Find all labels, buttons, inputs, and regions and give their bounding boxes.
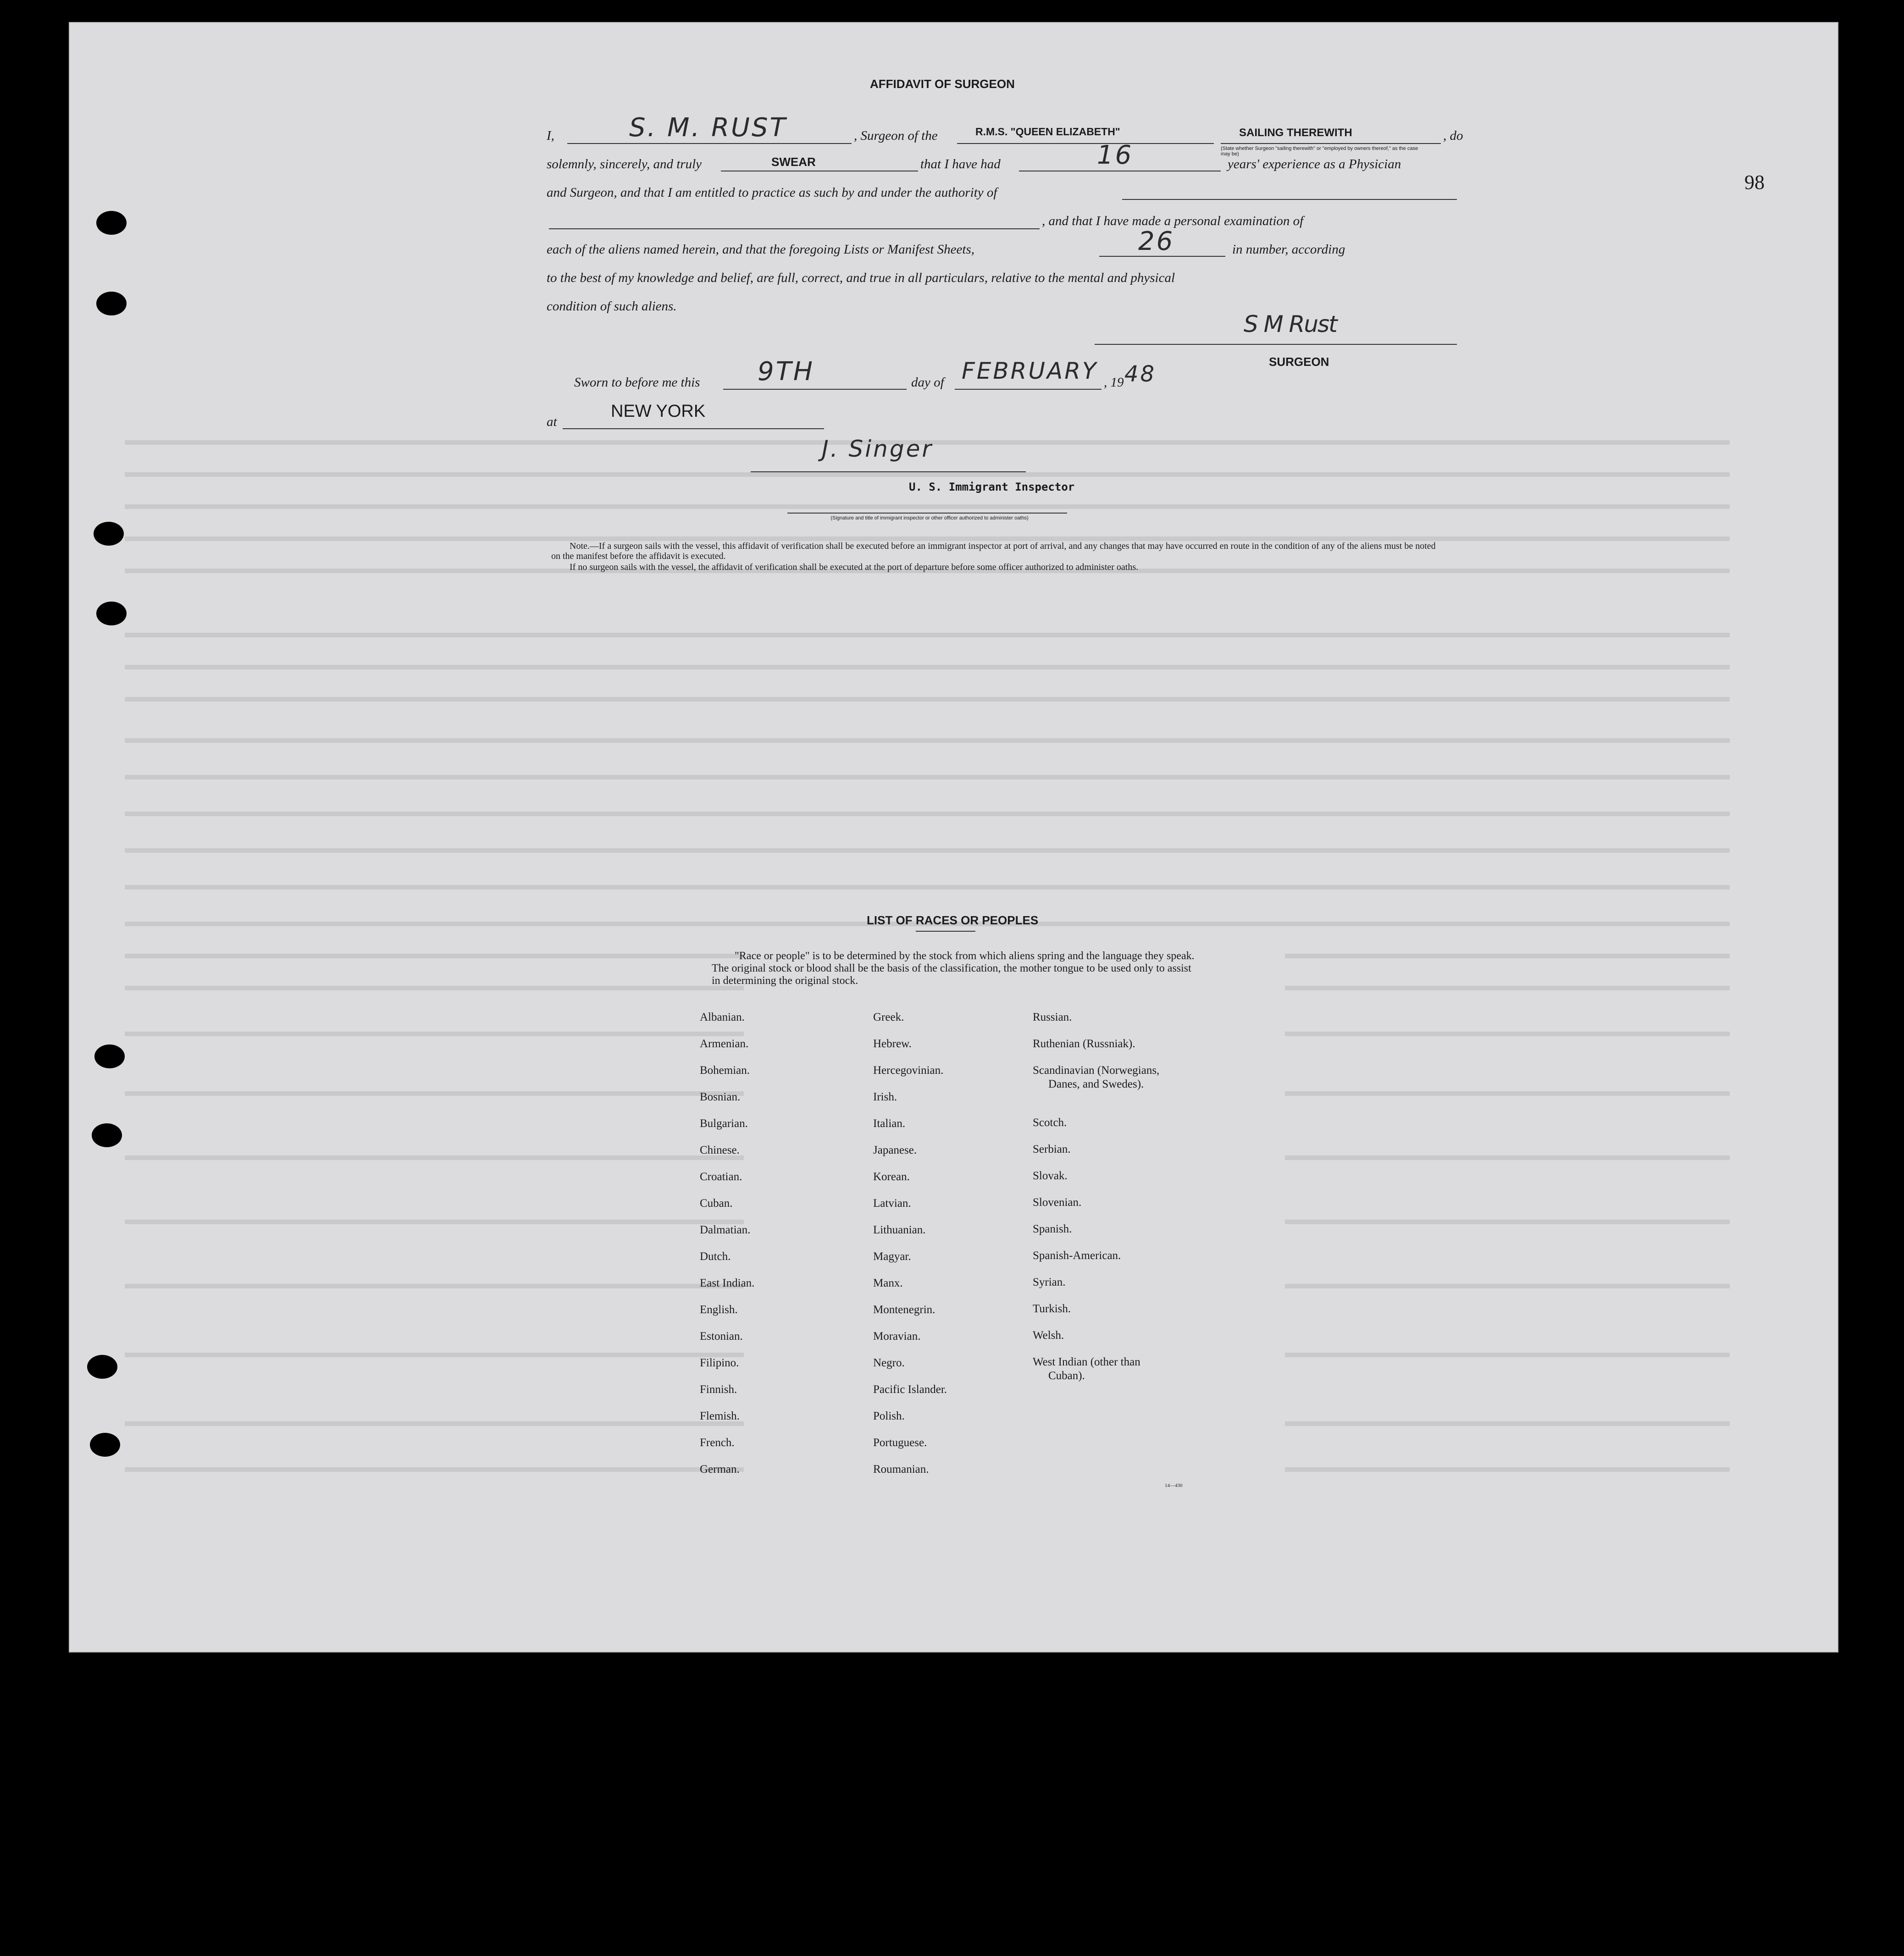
races-column-1 [700, 1004, 865, 1483]
affidavit-note-2: If no surgeon sails with the vessel, the affidavit of verification shall be executed at the port of departure before some officer authorized to administer oaths. [570, 562, 1139, 572]
punch-hole [96, 211, 127, 235]
race-item: French. [700, 1437, 735, 1449]
inspector-signature-line [751, 471, 1026, 472]
race-item: Syrian. [1033, 1276, 1066, 1288]
race-item: Albanian. [700, 1011, 745, 1023]
races-title-rule [916, 931, 975, 932]
punch-hole [90, 1433, 120, 1457]
best-label: to the best of my knowledge and belief, are full, correct, and true in all particulars, relative to the mental and physical [547, 271, 1175, 285]
vessel-line [957, 143, 1214, 144]
affidavit-note-1: Note.—If a surgeon sails with the vessel, this affidavit of verification shall be executed before an immigrant inspector at port of arrival, and any changes that may have occurred en route in the condition of any of the aliens must be noted on the manifest before the affidavit is executed. [551, 541, 1436, 561]
race-item: Slovenian. [1033, 1196, 1082, 1209]
race-item: Flemish. [700, 1410, 740, 1422]
race-item: Bosnian. [700, 1091, 741, 1103]
vessel-name: R.M.S. "QUEEN ELIZABETH" [975, 126, 1120, 138]
race-item: Slovak. [1033, 1170, 1068, 1182]
race-item: Moravian. [873, 1330, 921, 1343]
authority-label: and Surgeon, and that I am entitled to practice as such by and under the authority of [547, 185, 997, 200]
race-item: Scotch. [1033, 1116, 1067, 1129]
status-note: (State whether Surgeon "sailing therewith" or "employed by owners thereof," as the case may be) [1221, 146, 1418, 157]
race-item: Greek. [873, 1011, 904, 1023]
surgeon-title: SURGEON [1269, 355, 1329, 369]
races-column-3 [1033, 1004, 1198, 1383]
in-number-label: in number, according [1232, 242, 1345, 257]
punch-hole [96, 602, 127, 625]
manifest-sheets-count: 26 [1138, 227, 1175, 256]
surgeon-name-line [567, 143, 852, 144]
have-had-label: that I have had [920, 157, 1001, 171]
status-line [1221, 143, 1441, 144]
race-item: Dalmatian. [700, 1224, 751, 1236]
solemnly-label: solemnly, sincerely, and truly [547, 157, 702, 171]
authority-line-1 [1122, 199, 1457, 200]
sworn-place: NEW YORK [611, 402, 706, 421]
i-label: I, [547, 128, 554, 143]
day-of-label: day of [911, 375, 944, 390]
punch-hole [92, 1123, 122, 1147]
page-number: 98 [1744, 171, 1765, 193]
race-item: Hercegovinian. [873, 1064, 944, 1077]
race-item: English. [700, 1304, 738, 1316]
sworn-year: 48 [1124, 361, 1157, 387]
surgeon-signature-line [1095, 344, 1457, 345]
surgeon-signature: S M Rust [1244, 311, 1337, 337]
punch-hole [94, 1044, 125, 1068]
races-intro: "Race or people" is to be determined by the stock from which aliens spring and the language they speak. The original stock or blood shall be the basis of the classification, the mother tongue to be used only to assist in determining the original stock. [712, 950, 1195, 987]
race-item: Hebrew. [873, 1038, 912, 1050]
years-label: years' experience as a Physician [1228, 157, 1401, 171]
race-item: Italian. [873, 1117, 906, 1130]
race-item: Irish. [873, 1091, 897, 1103]
affidavit-title: AFFIDAVIT OF SURGEON [870, 77, 1015, 91]
punch-hole [87, 1355, 117, 1379]
form-code: 14—430 [1165, 1483, 1183, 1488]
race-item: Ruthenian (Russniak). [1033, 1038, 1135, 1050]
race-item: Filipino. [700, 1357, 739, 1369]
race-item: Negro. [873, 1357, 905, 1369]
race-item: West Indian (other than [1033, 1356, 1140, 1368]
race-item: Serbian. [1033, 1143, 1071, 1155]
condition-label: condition of such aliens. [547, 299, 677, 314]
race-item: Japanese. [873, 1144, 917, 1156]
years-experience: 16 [1097, 140, 1134, 170]
at-label: at [547, 414, 557, 429]
race-item: Finnish. [700, 1383, 737, 1396]
race-item: Polish. [873, 1410, 905, 1422]
race-item: Dutch. [700, 1250, 731, 1263]
swear-word: SWEAR [771, 155, 816, 169]
inspector-title-line [787, 513, 1067, 514]
race-item: Croatian. [700, 1171, 742, 1183]
race-item: German. [700, 1463, 740, 1475]
surgeon-name: S. M. RUST [629, 113, 787, 143]
race-item: Spanish. [1033, 1223, 1072, 1235]
race-item: Magyar. [873, 1250, 911, 1263]
race-item: Bulgarian. [700, 1117, 748, 1130]
race-item: Montenegrin. [873, 1304, 935, 1316]
manifest-sheet [69, 22, 1838, 1652]
race-item: Bohemian. [700, 1064, 750, 1077]
race-item: Russian. [1033, 1011, 1072, 1023]
sworn-month: FEBRUARY [962, 358, 1098, 384]
race-item: Manx. [873, 1277, 903, 1289]
race-item: Korean. [873, 1171, 910, 1183]
race-item: Lithuanian. [873, 1224, 926, 1236]
sworn-day: 9TH [758, 357, 814, 387]
race-item: Cuban. [700, 1197, 733, 1210]
race-item: Armenian. [700, 1038, 749, 1050]
year-prefix: , 19 [1104, 375, 1124, 390]
races-title: LIST OF RACES OR PEOPLES [867, 913, 1039, 927]
race-item: Scandinavian (Norwegians, [1033, 1064, 1160, 1077]
exam-label: , and that I have made a personal examination of [1042, 214, 1304, 228]
authority-line-2 [549, 228, 1040, 229]
race-item: East Indian. [700, 1277, 755, 1289]
do-label: , do [1443, 128, 1463, 143]
inspector-signature: J. Singer [822, 436, 933, 462]
race-item: Cuban). [1048, 1370, 1085, 1382]
race-item: Chinese. [700, 1144, 740, 1156]
month-line [955, 389, 1101, 390]
race-item: Danes, and Swedes). [1048, 1078, 1144, 1090]
race-item: Spanish-American. [1033, 1249, 1121, 1262]
sailing-status: SAILING THEREWITH [1239, 127, 1352, 139]
race-item: Latvian. [873, 1197, 911, 1210]
race-item: Roumanian. [873, 1463, 929, 1475]
surgeon-of-label: , Surgeon of the [854, 128, 938, 143]
races-column-2 [873, 1004, 1038, 1483]
each-label: each of the aliens named herein, and that the foregoing Lists or Manifest Sheets, [547, 242, 974, 257]
race-item: Estonian. [700, 1330, 743, 1343]
day-line [723, 389, 907, 390]
sworn-label: Sworn to before me this [574, 375, 700, 390]
punch-hole [96, 292, 127, 315]
race-item: Portuguese. [873, 1437, 927, 1449]
punch-hole [94, 522, 124, 546]
place-line [563, 428, 824, 429]
race-item: Pacific Islander. [873, 1383, 947, 1396]
inspector-caption: (Signature and title of immigrant inspector or other officer authorized to administer oaths) [830, 515, 1029, 521]
inspector-title: U. S. Immigrant Inspector [909, 481, 1075, 493]
race-item: Welsh. [1033, 1329, 1064, 1342]
race-item: Turkish. [1033, 1303, 1071, 1315]
